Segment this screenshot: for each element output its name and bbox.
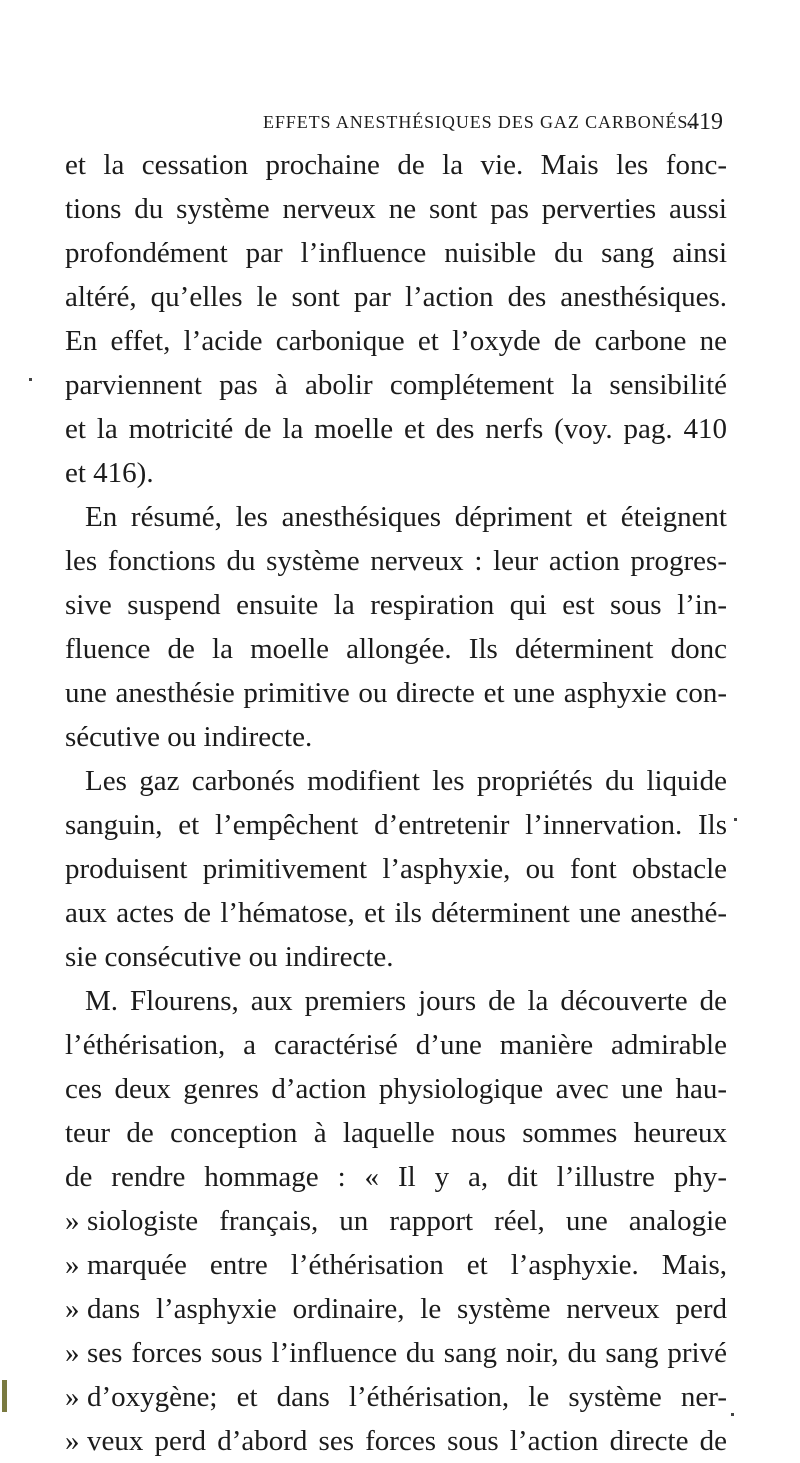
text-line: les fonctions du système nerveux : leur action progres- xyxy=(65,545,727,577)
text-line: sécutive ou indirecte. xyxy=(65,721,313,753)
text-line: l’éthérisation, a caractérisé d’une manière admirable xyxy=(65,1029,727,1061)
running-header-title: EFFETS ANESTHÉSIQUES DES GAZ CARBONÉS. xyxy=(263,112,694,132)
quoted-text: ses forces sous l’influence du sang noir, du sang privé xyxy=(87,1337,727,1369)
print-speck xyxy=(731,1413,734,1416)
quoted-line xyxy=(65,1375,727,1419)
quote-mark: » xyxy=(65,1381,80,1413)
quoted-text: siologiste français, un rapport réel, une analogie xyxy=(87,1205,727,1237)
text-line: parviennent pas à abolir complétement la sensibilité xyxy=(65,369,727,401)
quote-mark: » xyxy=(65,1337,80,1369)
text-line: altéré, qu’elles le sont par l’action des anesthésiques. xyxy=(65,281,727,313)
quoted-text: marquée entre l’éthérisation et l’asphyxie. Mais, xyxy=(87,1249,727,1281)
quoted-line xyxy=(65,1199,727,1243)
running-header xyxy=(263,106,723,138)
text-line: sive suspend ensuite la respiration qui est sous l’in- xyxy=(65,589,727,621)
text-line: et la motricité de la moelle et des nerfs (voy. pag. 410 xyxy=(65,413,727,445)
quoted-line xyxy=(65,1287,727,1331)
print-speck xyxy=(734,818,737,821)
quote-mark: » xyxy=(65,1249,80,1281)
paragraph-start: M. Flourens, aux premiers jours de la découverte de xyxy=(85,985,727,1017)
page-number: 419 xyxy=(687,109,723,135)
quote-mark: » xyxy=(65,1205,80,1237)
text-line: sie consécutive ou indirecte. xyxy=(65,941,394,973)
text-line: ces deux genres d’action physiologique avec une hau- xyxy=(65,1073,727,1105)
text-line: et la cessation prochaine de la vie. Mais les fonc- xyxy=(65,149,727,181)
text-line: profondément par l’influence nuisible du sang ainsi xyxy=(65,237,727,269)
quote-mark: » xyxy=(65,1293,80,1325)
print-speck xyxy=(29,378,32,381)
text-line: sanguin, et l’empêchent d’entretenir l’innervation. Ils xyxy=(65,809,727,841)
quote-mark: » xyxy=(65,1425,80,1457)
page-edge-mark xyxy=(2,1380,7,1412)
quoted-text: veux perd d’abord ses forces sous l’action directe de xyxy=(87,1425,727,1457)
text-line: une anesthésie primitive ou directe et une asphyxie con- xyxy=(65,677,727,709)
paragraph-start: En résumé, les anesthésiques dépriment et éteignent xyxy=(85,501,727,533)
text-line: teur de conception à laquelle nous sommes heureux xyxy=(65,1117,727,1149)
quoted-text: dans l’asphyxie ordinaire, le système nerveux perd xyxy=(87,1293,727,1325)
text-line: produisent primitivement l’asphyxie, ou font obstacle xyxy=(65,853,727,885)
text-line: aux actes de l’hématose, et ils déterminent une anesthé- xyxy=(65,897,727,929)
quoted-line xyxy=(65,1331,727,1375)
quoted-line xyxy=(65,1419,727,1463)
text-line: En effet, l’acide carbonique et l’oxyde de carbone ne xyxy=(65,325,727,357)
paragraph-start: Les gaz carbonés modifient les propriétés du liquide xyxy=(85,765,727,797)
text-line: fluence de la moelle allongée. Ils déterminent donc xyxy=(65,633,727,665)
text-line: et 416). xyxy=(65,457,154,489)
text-line: tions du système nerveux ne sont pas perverties aussi xyxy=(65,193,727,225)
quoted-line xyxy=(65,1243,727,1287)
text-line: de rendre hommage : « Il y a, dit l’illustre phy- xyxy=(65,1161,727,1193)
quoted-text: d’oxygène; et dans l’éthérisation, le système ner- xyxy=(87,1381,727,1413)
